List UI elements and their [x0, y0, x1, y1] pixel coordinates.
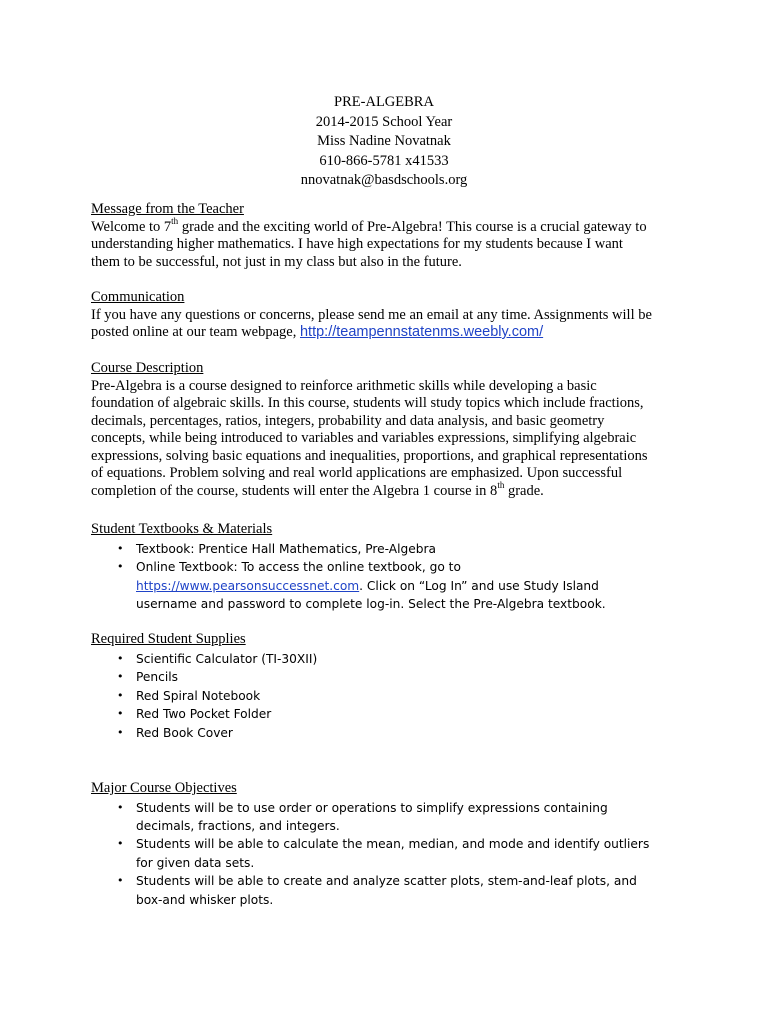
bullet-icon: •	[117, 707, 124, 721]
message-line-3: them to be successful, not just in my class but also in the future.	[91, 253, 462, 270]
objectives-list	[91, 799, 691, 909]
textbooks-section	[91, 521, 691, 614]
course-title: PRE-ALGEBRA	[334, 94, 434, 110]
textbooks-list	[91, 540, 691, 614]
school-year: 2014-2015 School Year	[315, 113, 453, 130]
bullet-icon: •	[117, 874, 124, 888]
course-description-body	[91, 378, 691, 501]
teacher-phone: 610-866-5781 x41533	[319, 152, 449, 169]
description-line: concepts, while being introduced to variables and variables expressions, simplifying algebraic	[91, 430, 637, 446]
bullet-icon: •	[117, 541, 124, 555]
bullet-icon: •	[117, 800, 124, 814]
communication-body	[91, 307, 691, 342]
description-line: of equations. Problem solving and real world applications are emphasized. Upon successful	[91, 465, 623, 481]
list-item: • Students will be able to calculate the mean, median, and mode and identify outliers for given data sets.	[117, 837, 650, 870]
list-item: • Scientific Calculator (TI-30XII)	[91, 650, 691, 669]
message-heading: Message from the Teacher	[91, 201, 244, 217]
list-item: • Red Spiral Notebook	[91, 687, 691, 706]
bullet-icon: •	[117, 560, 124, 574]
objectives-section	[91, 780, 691, 909]
list-item: • Students will be able to create and analyze scatter plots, stem-and-leaf plots, and box-and whisker plots.	[117, 874, 637, 907]
course-description-section	[91, 360, 691, 500]
communication-line-1: If you have any questions or concerns, please send me an email at any time. Assignments will be	[91, 306, 652, 323]
list-item: • Red Two Pocket Folder	[91, 705, 691, 724]
bullet-icon: •	[117, 651, 124, 665]
message-body	[91, 215, 691, 272]
objectives-heading: Major Course Objectives	[91, 780, 237, 796]
pearson-successnet-link[interactable]: https://www.pearsonsuccessnet.com	[136, 578, 360, 593]
list-item: • Students will be to use order or operations to simplify expressions containing decimals, fractions, and integers.	[117, 800, 608, 833]
communication-section	[91, 289, 691, 342]
supplies-list	[91, 650, 691, 743]
description-line: foundation of algebraic skills. In this course, students will study topics which include fractions,	[91, 395, 644, 411]
communication-heading: Communication	[91, 289, 185, 305]
list-item: • Textbook: Prentice Hall Mathematics, Pre-Algebra	[91, 540, 691, 559]
bullet-icon: •	[117, 837, 124, 851]
description-line: Pre-Algebra is a course designed to reinforce arithmetic skills while developing a basic	[91, 377, 597, 394]
bullet-icon: •	[117, 670, 124, 684]
supplies-heading: Required Student Supplies	[91, 631, 246, 647]
bullet-icon: •	[117, 688, 124, 702]
message-section	[91, 201, 691, 271]
list-item: • Online Textbook: To access the online textbook, go to https://www.pearsonsuccessnet.com. Click on “Log In” and use Study Island username and password to complete log-in. Select the Pre-Algebra textbook.	[117, 560, 606, 612]
communication-line-2: posted online at our team webpage, http://teampennstatenms.weebly.com/	[91, 324, 544, 340]
description-line-last: completion of the course, students will enter the Algebra 1 course in 8th grade.	[91, 479, 544, 499]
course-description-heading: Course Description	[91, 360, 204, 376]
document-header	[0, 93, 768, 191]
message-line-2: understanding higher mathematics. I have high expectations for my students because I want	[91, 236, 623, 252]
teacher-name: Miss Nadine Novatnak	[317, 133, 451, 149]
description-line: expressions, solving basic equations and inequalities, proportions, and graphical representations	[91, 447, 648, 464]
textbooks-heading: Student Textbooks & Materials	[91, 521, 273, 537]
description-line: decimals, percentages, ratios, integers, probability and data analysis, and basic geometry	[91, 412, 605, 429]
message-line-1: Welcome to 7th grade and the exciting world of Pre-Algebra! This course is a crucial gateway to	[91, 215, 647, 235]
list-item: • Red Book Cover	[91, 724, 691, 743]
list-item: • Pencils	[91, 668, 691, 687]
team-webpage-link[interactable]: http://teampennstatenms.weebly.com/	[299, 324, 544, 340]
teacher-email: nnovatnak@basdschools.org	[300, 172, 468, 188]
bullet-icon: •	[117, 725, 124, 739]
supplies-section	[91, 631, 691, 742]
